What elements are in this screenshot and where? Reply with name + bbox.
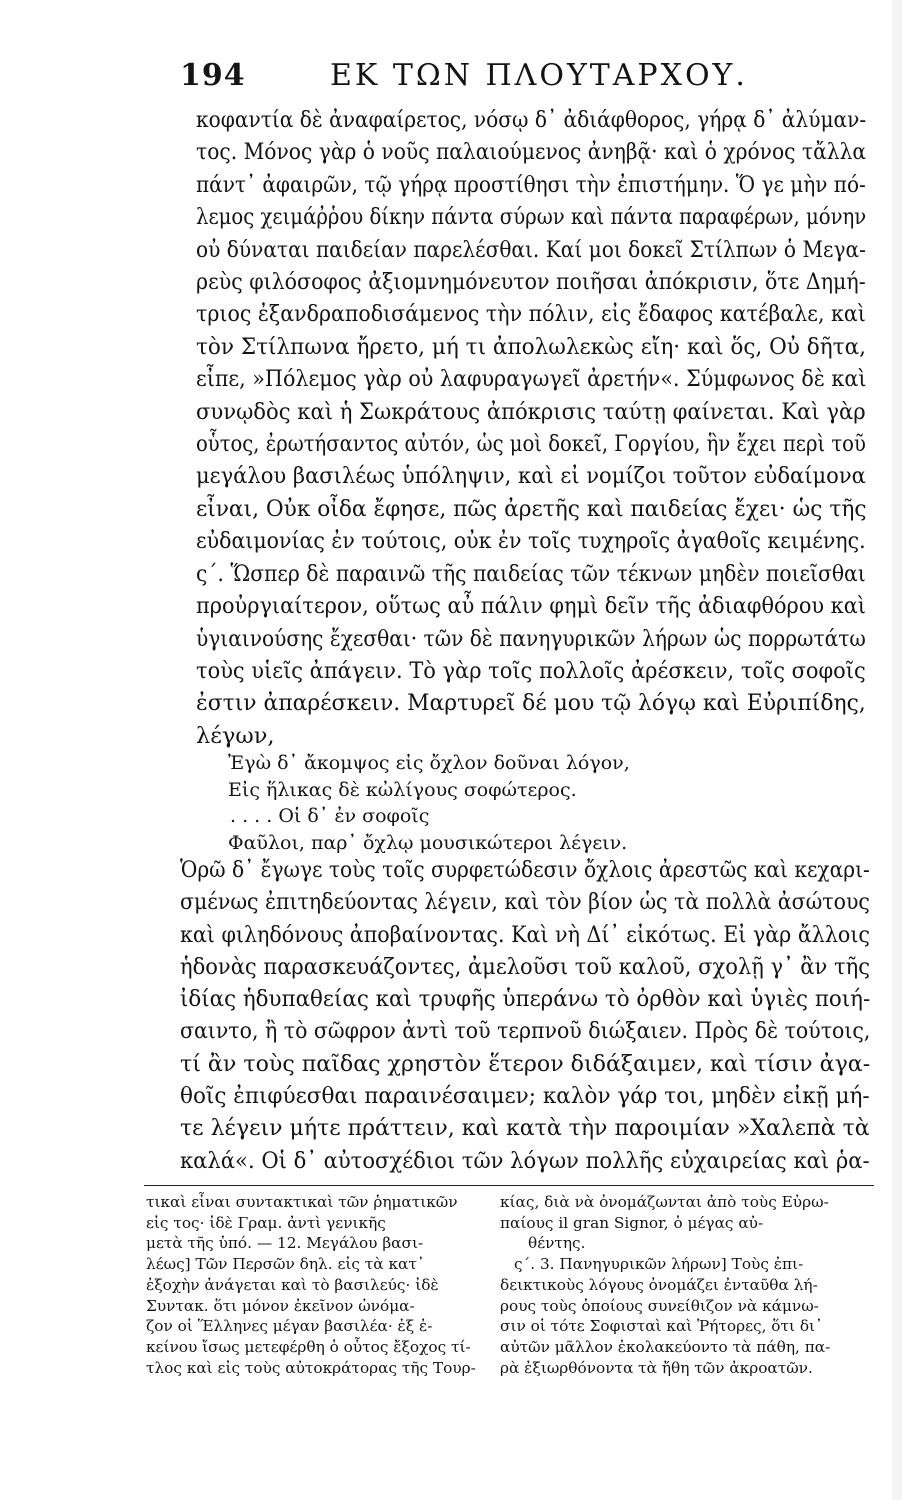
text-line: οὗτος, ἐρωτήσαντος αὐτόν, ὡς μοὶ δοκεῖ, Γοργίου, ἣν ἔχει περὶ τοῦ [196,431,866,458]
text-line: μεγάλου βασιλέως ὑπόληψιν, καὶ εἰ νομίζοι τοῦτον εὐδαίμονα [196,463,866,490]
text-line: τριος ἐξανδραποδισάμενος τὴν πόλιν, εἰς ἔδαφος κατέβαλε, καὶ [196,301,866,328]
text-line: ἐστιν ἀπαρέσκειν. Μαρτυρεῖ δέ μου τῷ λόγῳ καὶ Εὐριπίδης, [196,690,866,717]
main-text-lower [180,854,870,1177]
footnote-line: Συντακ. ὅτι μόνον ἐκεῖνον ὠνόμα- [146,1296,415,1315]
text-line: κοφαντία δὲ ἀναφαίρετος, νόσῳ δ᾽ ἀδιάφθορος, γήρᾳ δ᾽ ἀλύμαν- [196,107,867,133]
text-line: σαιντο, ἢ τὸ σῶφρον ἀντὶ τοῦ τερπνοῦ διώξαιεν. Πρὸς δὲ τούτοις, [180,1018,871,1045]
text-line: ἡδονὰς παρασκευάζοντες, ἀμελοῦσι τοῦ καλοῦ, σχολῇ γ᾽ ἂν τῆς [180,953,870,980]
footnote-column-right [500,1192,860,1378]
text-line: θοῖς ἐπιφύεσθαι παραινέσαιμεν; καλὸν γάρ τοι, μηδὲν εἰκῇ μή- [180,1083,870,1110]
page-header [180,58,880,102]
footnote-line: ρους τοὺς ὁποίους συνείθιζον νὰ κάμνω- [500,1296,819,1315]
verse-line: Ἐγὼ δ᾽ ἄκομψος εἰς ὄχλον δοῦναι λόγον, [228,752,630,774]
verse-line: Φαῦλοι, παρ᾽ ὄχλῳ μουσικώτεροι λέγειν. [228,831,628,854]
text-line: προὐργιαίτερον, οὕτως αὖ πάλιν φημὶ δεῖν τῆς ἀδιαφθόρου καὶ [196,593,866,620]
text-line: Ὁρῶ δ᾽ ἔγωγε τοὺς τοῖς συρφετώδεσιν ὄχλοις ἀρεστῶς καὶ κεχαρι- [180,857,870,883]
footnote-line: θέντης. [528,1234,586,1253]
footnote-divider [144,1185,874,1186]
footnote-line: τικαὶ εἶναι συντακτικαὶ τῶν ῥηματικῶν [146,1193,458,1211]
footnote-line: ζον οἱ Ἕλληνες μέγαν βασιλέα· ἐξ ἐ- [146,1317,433,1336]
text-line: εἶπε, »Πόλεμος γὰρ οὐ λαφυραγωγεῖ ἀρετήν«. Σύμφωνος δὲ καὶ [196,366,867,393]
footnote-line: τλος καὶ εἰς τοὺς αὐτοκράτορας τῆς Τουρ- [146,1358,476,1377]
footnote-line: ς΄. 3. Πανηγυρικῶν λήρων] Τοὺς ἐπι- [514,1255,804,1274]
footnote-line: σιν οἱ τότε Σοφισταὶ καὶ Ῥήτορες, ὅτι δι᾽ [500,1317,823,1336]
verse-line: . . . . Οἱ δ᾽ ἐν σοφοῖς [230,805,430,827]
text-line: οὐ δύναται παιδείαν παρελέσθαι. Καί μοι δοκεῖ Στίλπων ὁ Μεγα- [196,236,866,263]
text-line: καὶ φιληδόνους ἀποβαίνοντας. Καὶ νὴ Δί᾽ εἰκότως. Εἰ γὰρ ἄλλοις [180,921,870,948]
footnote-line: εἰς τος· ἰδὲ Γραμ. ἀντὶ γενικῆς [146,1213,386,1232]
verse-quotation [228,750,868,856]
text-line: λεμος χειμάῤῥου δίκην πάντα σύρων καὶ πάντα παραφέρων, μόνην [196,204,867,231]
text-line: εἶναι, Οὐκ οἶδα ἔφησε, πῶς ἀρετῆς καὶ παιδείας ἔχει· ὡς τῆς [196,495,867,522]
text-line: συνῳδὸς καὶ ἡ Σωκράτους ἀπόκρισις ταύτῃ φαίνεται. Καὶ γὰρ [196,398,866,425]
text-line: τὸν Στίλπωνα ἤρετο, μή τι ἀπολωλεκὼς εἴη· καὶ ὅς, Οὐ δῆτα, [196,333,867,360]
text-line: πάντ᾽ ἀφαιρῶν, τῷ γήρᾳ προστίθησι τὴν ἐπιστήμην. Ὅ γε μὴν πό- [196,171,866,198]
footnote-line: κίας, διὰ νὰ ὀνομάζωνται ἀπὸ τοὺς Εὐρω- [500,1193,829,1211]
verse-line: Εἰς ἥλικας δὲ κὠλίγους σοφώτερος. [228,778,577,801]
section-start-line: ς΄. Ὥσπερ δὲ παραινῶ τῆς παιδείας τῶν τέκνων μηδὲν ποιεῖσθαι [196,560,866,587]
footnote-line: αὐτῶν μᾶλλον ἐκολακεύοντο τὰ πάθη, πα- [500,1337,831,1356]
text-line: ὑγιαινούσης ἔχεσθαι· τῶν δὲ πανηγυρικῶν λήρων ὡς πορρωτάτω [196,625,866,652]
text-line: τος. Μόνος γὰρ ὁ νοῦς παλαιούμενος ἀνηβᾷ· καὶ ὁ χρόνος τἄλλα [196,139,867,166]
text-line: εὐδαιμονίας ἐν τούτοις, οὐκ ἐν τοῖς τυχηροῖς ἀγαθοῖς κειμένης. [196,528,866,555]
text-line: ἰδίας ἡδυπαθείας καὶ τρυφῆς ὑπεράνω τὸ ὀρθὸν καὶ ὑγιὲς ποιή- [180,986,871,1013]
text-line: τί ἂν τοὺς παῖδας χρηστὸν ἕτερον διδάξαιμεν, καὶ τίσιν ἀγα- [180,1050,871,1077]
footnote-line: δεικτικοὺς λόγους ὀνομάζει ἐνταῦθα λή- [500,1275,818,1294]
footnote-line: παίους il gran Signor, ὁ μέγας αὐ- [500,1213,764,1232]
running-title: ΕΚ ΤΩΝ ΠΛΟΥΤΑΡΧΟΥ. [330,58,748,93]
footnote-column-left [146,1192,491,1378]
text-line: σμένως ἐπιτηδεύοντας λέγειν, καὶ τὸν βίον ὡς τὰ πολλὰ ἀσώτους [180,889,870,916]
page-number: 194 [180,58,246,93]
text-line: λέγων, [196,722,275,749]
footnote-line: λέως] Τῶν Περσῶν δηλ. εἰς τὰ κατ᾽ [146,1255,425,1274]
main-text-upper [196,104,866,752]
text-line: τε λέγειν μήτε πράττειν, καὶ κατὰ τὴν παροιμίαν »Χαλεπὰ τὰ [180,1115,870,1142]
scan-edge [892,0,902,1500]
text-line: καλά«. Οἱ δ᾽ αὐτοσχέδιοι τῶν λόγων πολλῆς εὐχαιρείας καὶ ῥα- [180,1147,870,1174]
text-line: ρεὺς φιλόσοφος ἀξιομνημόνευτον ποιῆσαι ἀπόκρισιν, ὅτε Δημή- [196,269,866,296]
text-line: τοὺς υἱεῖς ἀπάγειν. Τὸ γὰρ τοῖς πολλοῖς ἀρέσκειν, τοῖς σοφοῖς [196,657,866,684]
footnote-line: ἐξοχὴν ἀνάγεται καὶ τὸ βασιλεύς· ἰδὲ [146,1275,439,1294]
footnote-line: ρὰ ἐξιωρθόνοντα τὰ ἤθη τῶν ἀκροατῶν. [500,1358,813,1377]
footnote-line: μετὰ τῆς ὑπό. — 12. Μεγάλου βασι- [146,1234,424,1253]
footnote-line: κείνου ἴσως μετεφέρθη ὁ οὗτος ἔξοχος τί- [146,1337,471,1356]
